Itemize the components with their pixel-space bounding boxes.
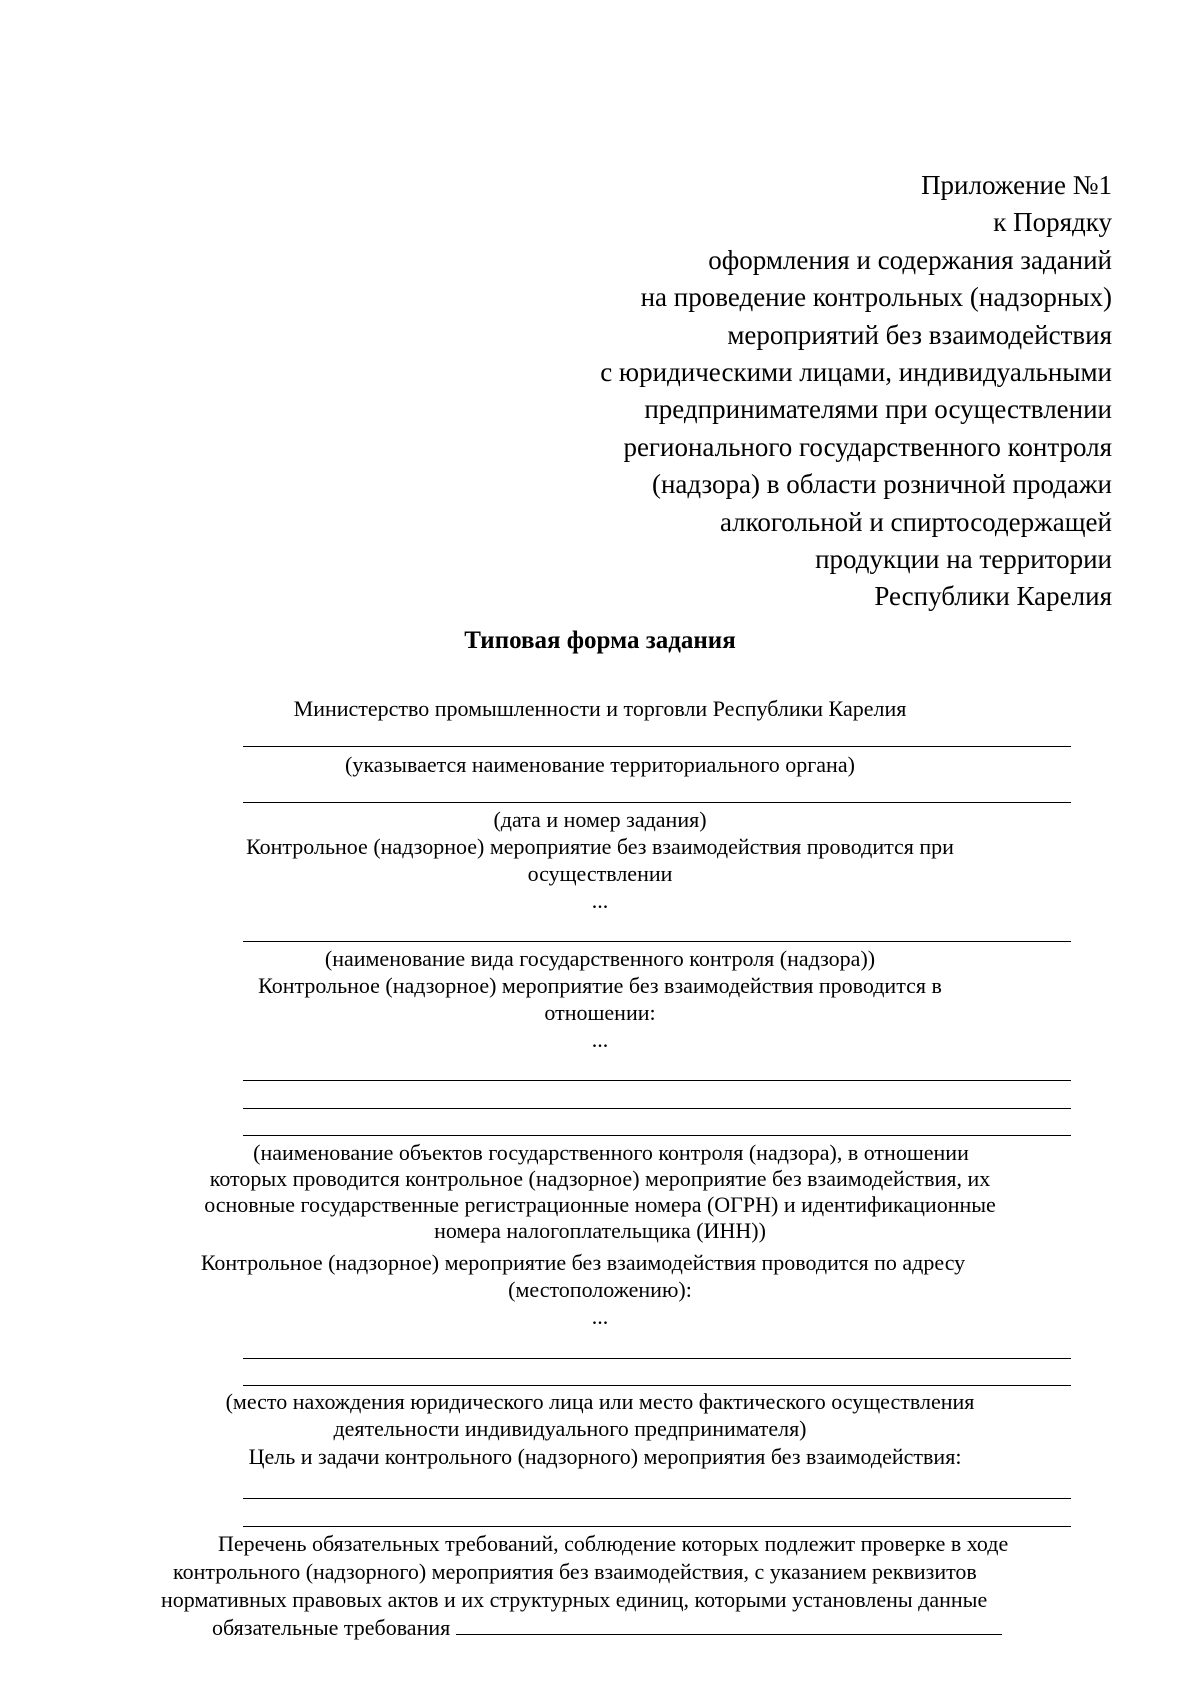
territorial-body-caption: (указывается наименование территориального органа)	[345, 752, 855, 777]
date-number-line	[243, 802, 1071, 803]
objects-caption: (наименование объектов государственного контроля (надзора), в отношении	[253, 1140, 969, 1165]
goals-line	[243, 1526, 1071, 1527]
goals-line	[243, 1498, 1071, 1499]
objects-intro: Контрольное (надзорное) мероприятие без взаимодействия проводится в	[258, 973, 942, 998]
header-line: мероприятий без взаимодействия	[727, 319, 1112, 350]
header-line: с юридическими лицами, индивидуальными	[600, 357, 1112, 388]
address-intro: (местоположению):	[508, 1277, 692, 1302]
objects-caption: номера налогоплательщика (ИНН))	[434, 1218, 766, 1243]
appendix-header	[600, 167, 1112, 616]
header-line: (надзора) в области розничной продажи	[651, 469, 1112, 500]
objects-line	[243, 1108, 1071, 1109]
ellipsis: ...	[591, 888, 609, 913]
requirements-line: нормативных правовых актов и их структурных единиц, которыми установлены данные	[161, 1587, 988, 1612]
header-line: алкогольной и спиртосодержащей	[719, 506, 1112, 537]
requirements-last-line	[212, 1614, 1002, 1643]
form-title: Типовая форма задания	[464, 627, 736, 654]
address-line	[243, 1358, 1071, 1359]
control-type-line	[243, 941, 1071, 942]
header-line: к Порядку	[993, 207, 1112, 238]
requirements-line: Перечень обязательных требований, соблюдение которых подлежит проверке в ходе	[218, 1531, 1009, 1556]
header-line: Республики Карелия	[874, 581, 1112, 612]
header-line: оформления и содержания заданий	[708, 244, 1112, 275]
header-line: Приложение №1	[921, 170, 1112, 200]
control-type-intro: Контрольное (надзорное) мероприятие без взаимодействия проводится при	[246, 834, 954, 859]
address-intro: Контрольное (надзорное) мероприятие без взаимодействия проводится по адресу	[200, 1250, 966, 1275]
ellipsis: ...	[591, 1027, 609, 1052]
objects-line	[243, 1135, 1071, 1136]
control-type-intro: осуществлении	[527, 861, 673, 886]
territorial-body-line	[243, 746, 1071, 747]
header-line: продукции на территории	[815, 544, 1112, 575]
control-type-caption: (наименование вида государственного контроля (надзора))	[324, 946, 876, 971]
header-line: регионального государственного контроля	[623, 431, 1112, 462]
address-line	[243, 1385, 1071, 1386]
header-line: предпринимателями при осуществлении	[644, 394, 1112, 425]
header-line: на проведение контрольных (надзорных)	[640, 282, 1112, 313]
address-caption: (место нахождения юридического лица или место фактического осуществления	[225, 1389, 975, 1414]
requirements-line: обязательные требования	[212, 1615, 451, 1640]
date-number-caption: (дата и номер задания)	[493, 807, 707, 832]
ministry-name: Министерство промышленности и торговли Республики Карелия	[293, 696, 907, 721]
objects-caption: основные государственные регистрационные номера (ОГРН) и идентификационные	[204, 1192, 996, 1217]
address-caption: деятельности индивидуального предпринимателя)	[333, 1416, 807, 1441]
ellipsis: ...	[591, 1304, 609, 1329]
requirements-blank-line	[456, 1614, 1002, 1635]
objects-line	[243, 1080, 1071, 1081]
goals-intro: Цель и задачи контрольного (надзорного) мероприятия без взаимодействия:	[248, 1444, 962, 1469]
objects-caption: которых проводится контрольное (надзорное) мероприятие без взаимодействия, их	[209, 1166, 991, 1191]
objects-intro: отношении:	[544, 1000, 656, 1025]
requirements-line: контрольного (надзорного) мероприятия без взаимодействия, с указанием реквизитов	[173, 1559, 977, 1584]
